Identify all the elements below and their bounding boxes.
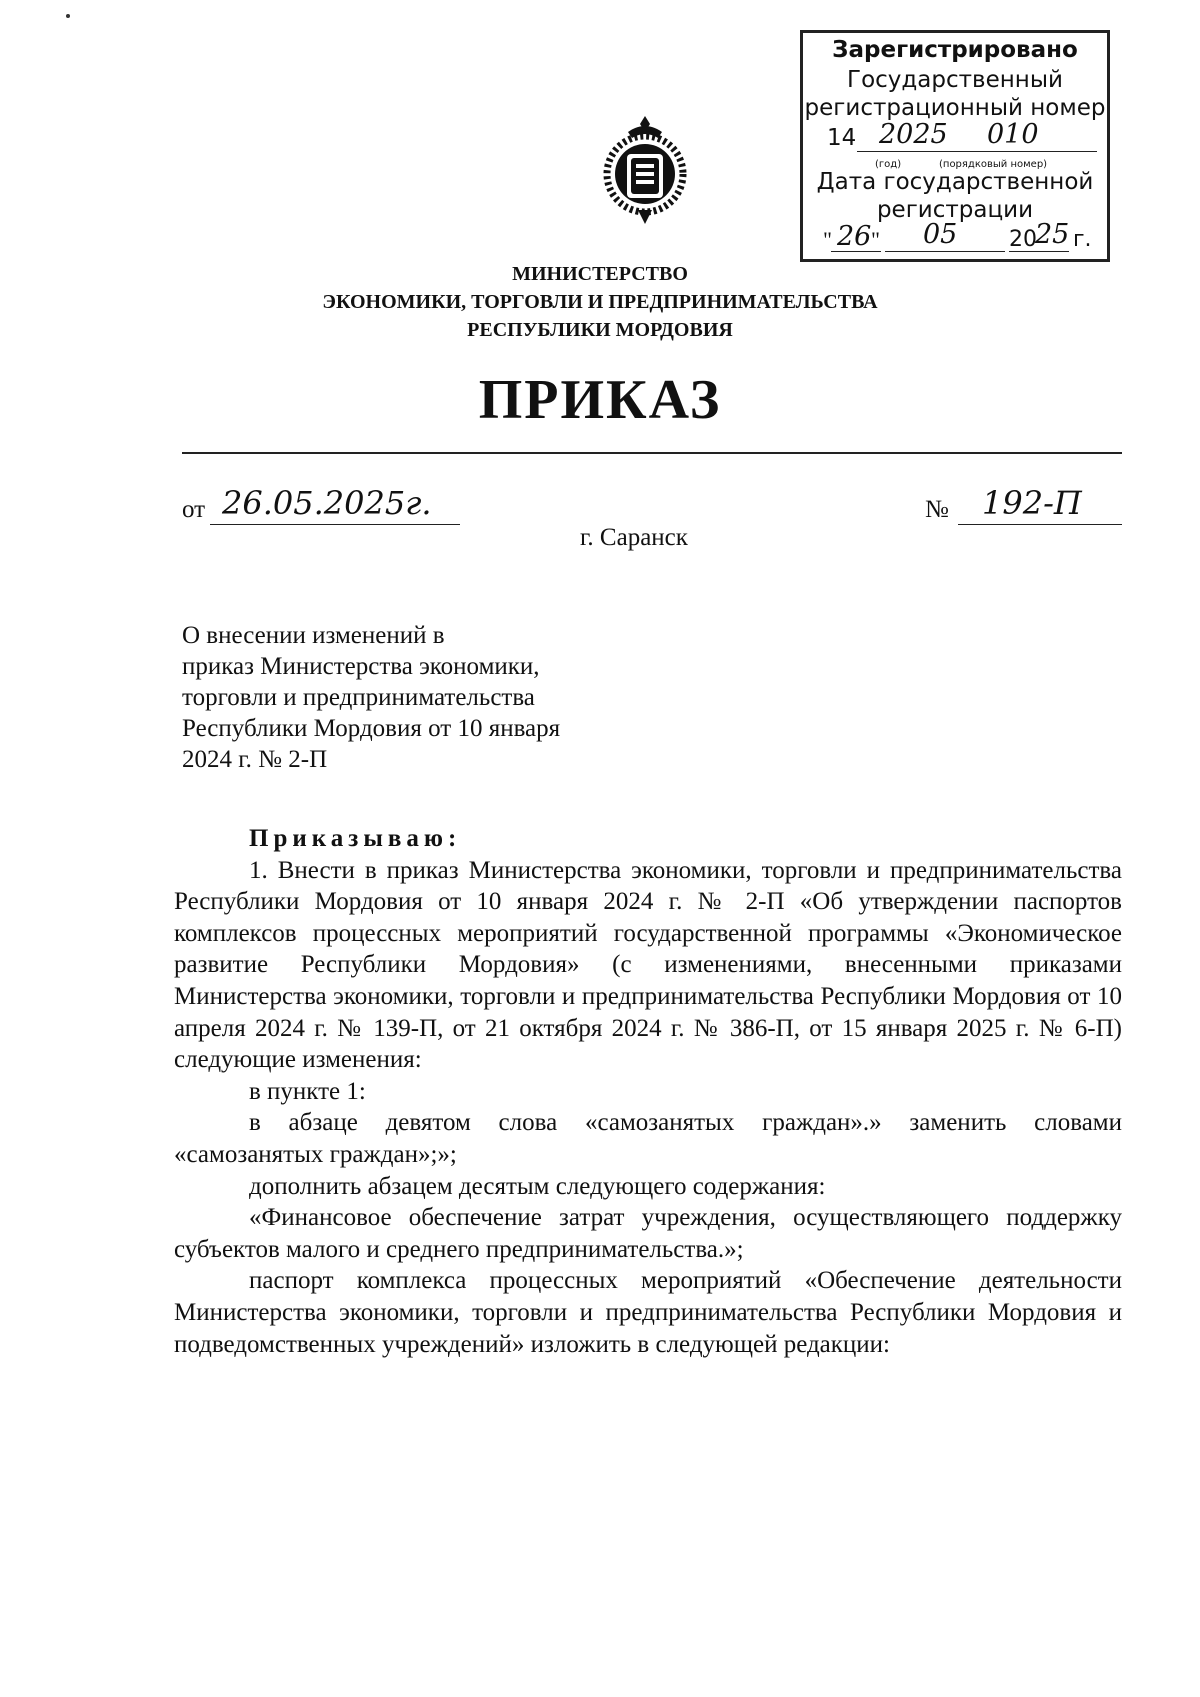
stamp-line-2: регистрационный номер (804, 95, 1106, 121)
stamp-reg-prefix: 14 (827, 125, 857, 151)
stamp-caption-seq: (порядковый номер) (939, 159, 1048, 170)
stamp-reg-year: 2025 (879, 119, 948, 150)
number-underline (958, 524, 1122, 525)
document-type-title: ПРИКАЗ (478, 369, 722, 431)
number-prefix: № (925, 496, 949, 523)
paragraph-5: «Финансовое обеспечение затрат учреждения, осуществляющего поддержку субъектов малого и среднего предпринимательства.»; (174, 1204, 1122, 1263)
subject-line-2: приказ Министерства экономики, (182, 653, 540, 680)
order-subject (182, 620, 560, 775)
ministry-name-line-1: МИНИСТЕРСТВО (512, 263, 688, 285)
stamp-year-end: г. (1073, 227, 1092, 252)
paragraph-3: в абзаце девятом слова «самозанятых граждан».» заменить словами «самозанятых граждан»;»; (174, 1109, 1122, 1168)
subject-line-5: 2024 г. № 2-П (182, 746, 328, 773)
order-number: 192-П (982, 484, 1082, 522)
coat-of-arms-emblem (598, 112, 692, 230)
date-prefix: от (182, 496, 206, 523)
stamp-line-4: регистрации (876, 197, 1034, 223)
header-rule (182, 452, 1122, 454)
ministry-name-line-3: РЕСПУБЛИКИ МОРДОВИЯ (467, 319, 733, 341)
subject-line-4: Республики Мордовия от 10 января (182, 715, 561, 742)
order-word: Приказываю: (249, 825, 462, 852)
stamp-caption-year: (год) (875, 159, 902, 170)
subject-line-1: О внесении изменений в (182, 622, 445, 649)
stamp-reg-date: " 26 " 05 20 25 г. (823, 219, 1092, 252)
stamp-line-1: Государственный (847, 67, 1063, 93)
ministry-name-line-2: ЭКОНОМИКИ, ТОРГОВЛИ И ПРЕДПРИНИМАТЕЛЬСТВА (322, 291, 878, 313)
city: г. Саранск (580, 524, 688, 551)
stamp-title: Зарегистрировано (832, 37, 1078, 63)
order-word-line (174, 823, 1122, 855)
scan-mark (66, 14, 70, 18)
paragraph-2: в пункте 1: (249, 1077, 366, 1105)
registration-stamp (800, 30, 1110, 262)
stamp-line-3: Дата государственной (816, 169, 1094, 195)
stamp-reg-number (827, 121, 1097, 153)
date-underline (210, 524, 460, 525)
stamp-day: 26 (837, 221, 872, 252)
paragraph-6: паспорт комплекса процессных мероприятий «Обеспечение деятельности Министерства экономики, торговли и предпринимательства Республики Мордовия и подведомственных учреждений» изложить в следующей редакции: (174, 1267, 1122, 1358)
subject-line-3: торговли и предпринимательства (182, 684, 535, 711)
order-date: 26.05.2025г. (222, 484, 432, 522)
stamp-year-prefix: 20 (1009, 227, 1037, 252)
paragraph-4: дополнить абзацем десятым следующего содержания: (249, 1172, 826, 1200)
stamp-year-suffix: 25 (1035, 219, 1070, 250)
paragraph-1: 1. Внести в приказ Министерства экономики, торговли и предпринимательства Республики Мордовия от 10 января 2024 г. № 2-П «Об утверждении паспортов комплексов процессных мероприятий государственной программы «Экономическое развитие Республики Мордовия» (с изменениями, внесенными приказами Министерства экономики, торговли и предпринимательства Республики Мордовия от 10 апреля 2024 г. № 139-П, от 21 октября 2024 г. № 386-П, от 15 января 2025 г. № 6-П) следующие изменения: (174, 856, 1122, 1074)
stamp-month: 05 (923, 219, 958, 250)
stamp-reg-seq: 010 (987, 119, 1039, 150)
order-body (174, 823, 1122, 1360)
